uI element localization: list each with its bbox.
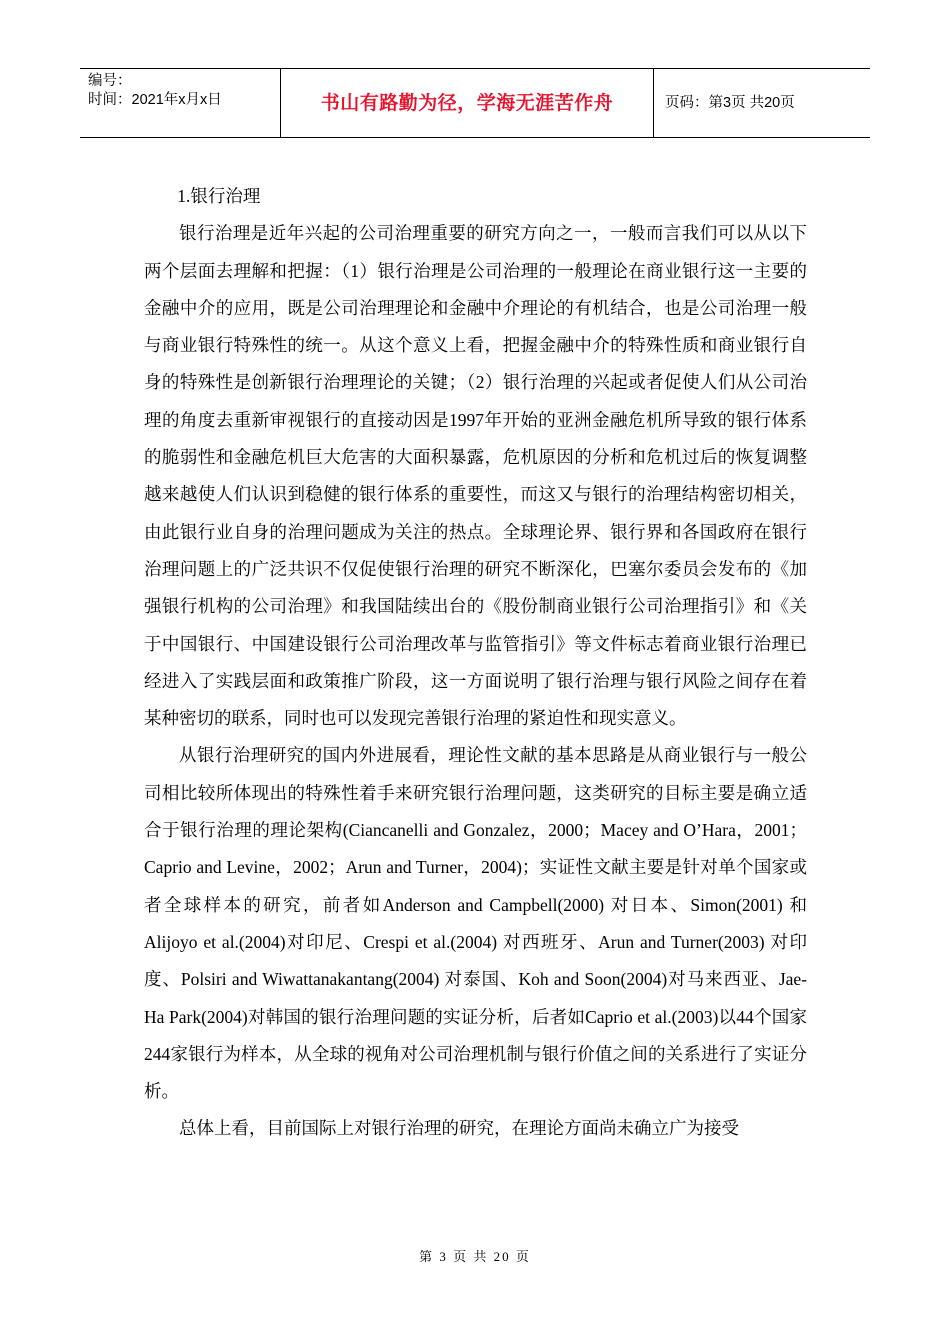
body-paragraph-1: 银行治理是近年兴起的公司治理重要的研究方向之一，一般而言我们可以从以下两个层面去理解和把握：（1）银行治理是公司治理的一般理论在商业银行这一主要的金融中介的应用，既是公司治理理论和金融中介理论的有机结合，也是公司治理一般与商业银行特殊性的统一。从这个意义上看，把握金融中介的特殊性质和商业银行自身的特殊性是创新银行治理理论的关键；（2）银行治理的兴起或者促使人们从公司治理的角度去重新审视银行的直接动因是1997年开始的亚洲金融危机所导致的银行体系的脆弱性和金融危机巨大危害的大面积暴露，危机原因的分析和危机过后的恢复调整越来越使人们认识到稳健的银行体系的重要性，而这又与银行的治理结构密切相关，由此银行业自身的治理问题成为关注的热点。全球理论界、银行界和各国政府在银行治理问题上的广泛共识不仅促使银行治理的研究不断深化，巴塞尔委员会发布的《加强银行机构的公司治理》和我国陆续出台的《股份制商业银行公司治理指引》和《关于中国银行、中国建设银行公司治理改革与监管指引》等文件标志着商业银行治理已经进入了实践层面和政策推广阶段，这一方面说明了银行治理与银行风险之间存在着某种密切的联系，同时也可以发现完善银行治理的紧迫性和现实意义。 [144, 223, 807, 729]
document-time-label: 时间：2021年x月x日 [88, 92, 222, 108]
page-footer: 第 3 页 共 20 页 [419, 1249, 531, 1264]
header-meta-cell [80, 69, 281, 137]
header-motto: 书山有路勤为径，学海无涯苦作舟 [281, 69, 654, 137]
body-paragraph-3: 总体上看，目前国际上对银行治理的研究，在理论方面尚未确立广为接受 [179, 1118, 739, 1139]
document-number-label: 编号： [88, 73, 132, 89]
section-heading: 1.银行治理 [177, 186, 261, 206]
page-header [80, 68, 870, 138]
body-paragraph-2: 从银行治理研究的国内外进展看，理论性文献的基本思路是从商业银行与一般公司相比较所体现出的特殊性着手来研究银行治理问题，这类研究的目标主要是确立适合于银行治理的理论架构(Ciancanelli and Gonzalez，2000；Macey and O’Hara，2001；Caprio and Levine，2002；Arun and Turner，2004)；实证性文献主要是针对单个国家或者全球样本的研究，前者如Anderson and Campbell(2000) 对日本、Simon(2001) 和Alijoyo et al.(2004)对印尼、Crespi et al.(2004) 对西班牙、Arun and Turner(2003) 对印度、Polsiri and Wiwattanakantang(2004) 对泰国、Koh and Soon(2004)对马来西亚、Jae-Ha Park(2004)对韩国的银行治理问题的实证分析，后者如Caprio et al.(2003)以44个国家244家银行为样本，从全球的视角对公司治理机制与银行价值之间的关系进行了实证分析。 [144, 745, 807, 1102]
document-body [144, 178, 807, 1148]
header-page-info: 页码：第3页 共20页 [665, 95, 795, 111]
